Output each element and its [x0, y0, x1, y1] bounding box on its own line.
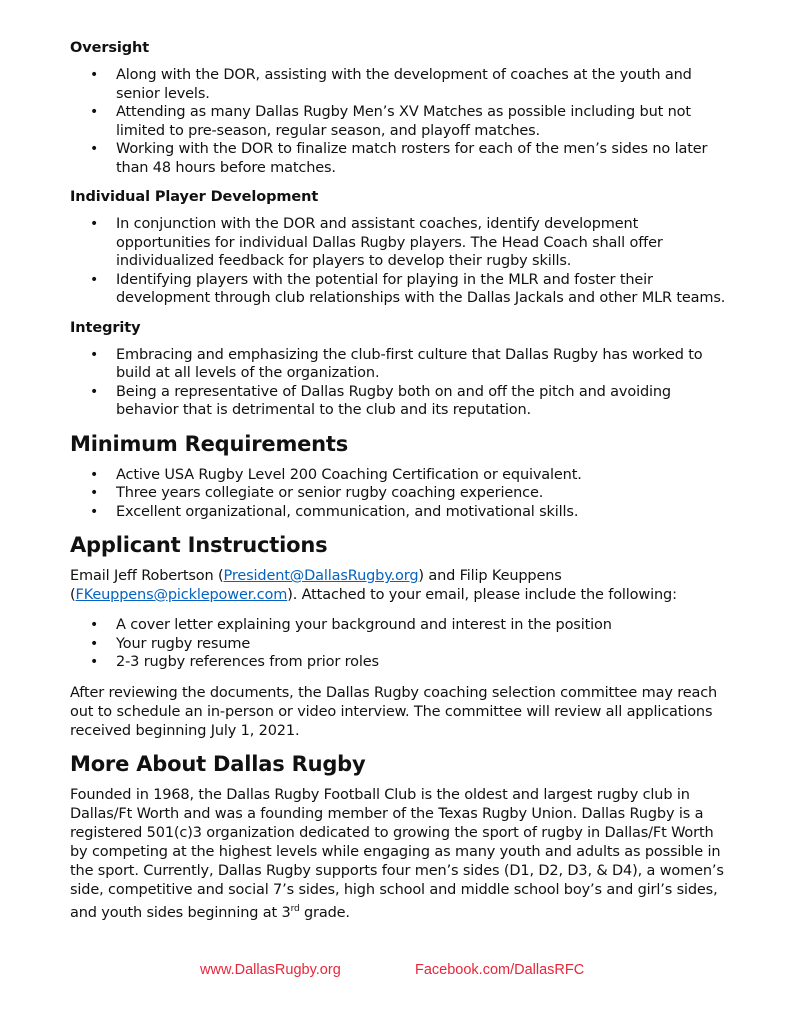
list-item: • Along with the DOR, assisting with the development of coaches at the youth and senior levels.	[90, 67, 692, 102]
list-item: • 2-3 rugby references from prior roles	[90, 654, 379, 670]
bullet-icon: •	[90, 104, 99, 120]
list-item: • Attending as many Dallas Rugby Men’s XV Matches as possible including but not limited to pre-season, regular season, and playoff matches.	[90, 104, 691, 139]
list-item: • Three years collegiate or senior rugby coaching experience.	[90, 485, 544, 501]
bullet-icon: •	[90, 466, 99, 483]
development-list	[70, 215, 730, 308]
oversight-heading: Oversight	[70, 40, 150, 56]
about-body: Founded in 1968, the Dallas Rugby Football Club is the oldest and largest rugby club in Dallas/Ft Worth and was a founding member of the Texas Rugby Union. Dallas Rugby is a registered 501(c)3 organization dedicated to growing the sport of rugby in Dallas/Ft Worth by competing at the highest levels while engaging as many youth and adults as possible in the sport. Currently, Dallas Rugby supports four men’s sides (D1, D2, D3, & D4), a women’s side, competitive and social 7’s sides, high school and middle school boy’s and girl’s sides, and youth sides beginning at 3rd grade.	[70, 786, 724, 921]
instructions-intro: Email Jeff Robertson (President@DallasRugby.org) and Filip Keuppens (FKeuppens@picklepower.com). Attached to your email, please include the following:	[70, 568, 677, 603]
list-item: • Excellent organizational, communication, and motivational skills.	[90, 503, 579, 520]
bullet-icon: •	[90, 216, 99, 232]
bullet-icon: •	[90, 346, 99, 363]
facebook-link[interactable]: Facebook.com/DallasRFC	[415, 962, 585, 978]
bullet-icon: •	[90, 141, 99, 157]
instructions-list	[70, 616, 730, 672]
oversight-list	[70, 66, 730, 177]
instructions-closing: After reviewing the documents, the Dallas Rugby coaching selection committee may reach out to schedule an in-person or video interview. The committee will review all applications received beginning July 1, 2021.	[70, 684, 718, 739]
requirements-list	[70, 466, 730, 522]
about-heading: More About Dallas Rugby	[70, 751, 366, 776]
list-item: • Being a representative of Dallas Rugby both on and off the pitch and avoiding behavior that is detrimental to the club and its reputation.	[90, 383, 671, 418]
list-item: • Active USA Rugby Level 200 Coaching Certification or equivalent.	[90, 466, 582, 483]
bullet-icon: •	[90, 635, 99, 652]
list-item: • Embracing and emphasizing the club-first culture that Dallas Rugby has worked to build at all levels of the organization.	[90, 346, 703, 381]
bullet-icon: •	[90, 67, 99, 83]
document-page	[70, 40, 730, 933]
list-item: • In conjunction with the DOR and assistant coaches, identify development opportunities for individual Dallas Rugby players. The Head Coach shall offer individualized feedback for players to develop their rugby skills.	[90, 216, 663, 269]
development-heading: Individual Player Development	[70, 189, 319, 205]
president-email-link[interactable]: President@DallasRugby.org	[223, 568, 419, 584]
website-link[interactable]: www.DallasRugby.org	[200, 962, 341, 978]
bullet-icon: •	[90, 485, 99, 501]
bullet-icon: •	[90, 503, 99, 520]
integrity-heading: Integrity	[70, 319, 141, 336]
list-item: • Working with the DOR to finalize match rosters for each of the men’s sides no later than 48 hours before matches.	[90, 141, 708, 176]
list-item: • A cover letter explaining your background and interest in the position	[90, 617, 612, 633]
bullet-icon: •	[90, 271, 99, 288]
bullet-icon: •	[90, 383, 99, 400]
bullet-icon: •	[90, 654, 99, 670]
list-item: • Your rugby resume	[90, 635, 251, 652]
integrity-list	[70, 346, 730, 420]
keuppens-email-link[interactable]: FKeuppens@picklepower.com	[75, 587, 288, 603]
instructions-heading: Applicant Instructions	[70, 533, 328, 557]
list-item: • Identifying players with the potential for playing in the MLR and foster their development through club relationships with the Dallas Jackals and other MLR teams.	[90, 271, 726, 306]
requirements-heading: Minimum Requirements	[70, 431, 349, 456]
bullet-icon: •	[90, 617, 99, 633]
